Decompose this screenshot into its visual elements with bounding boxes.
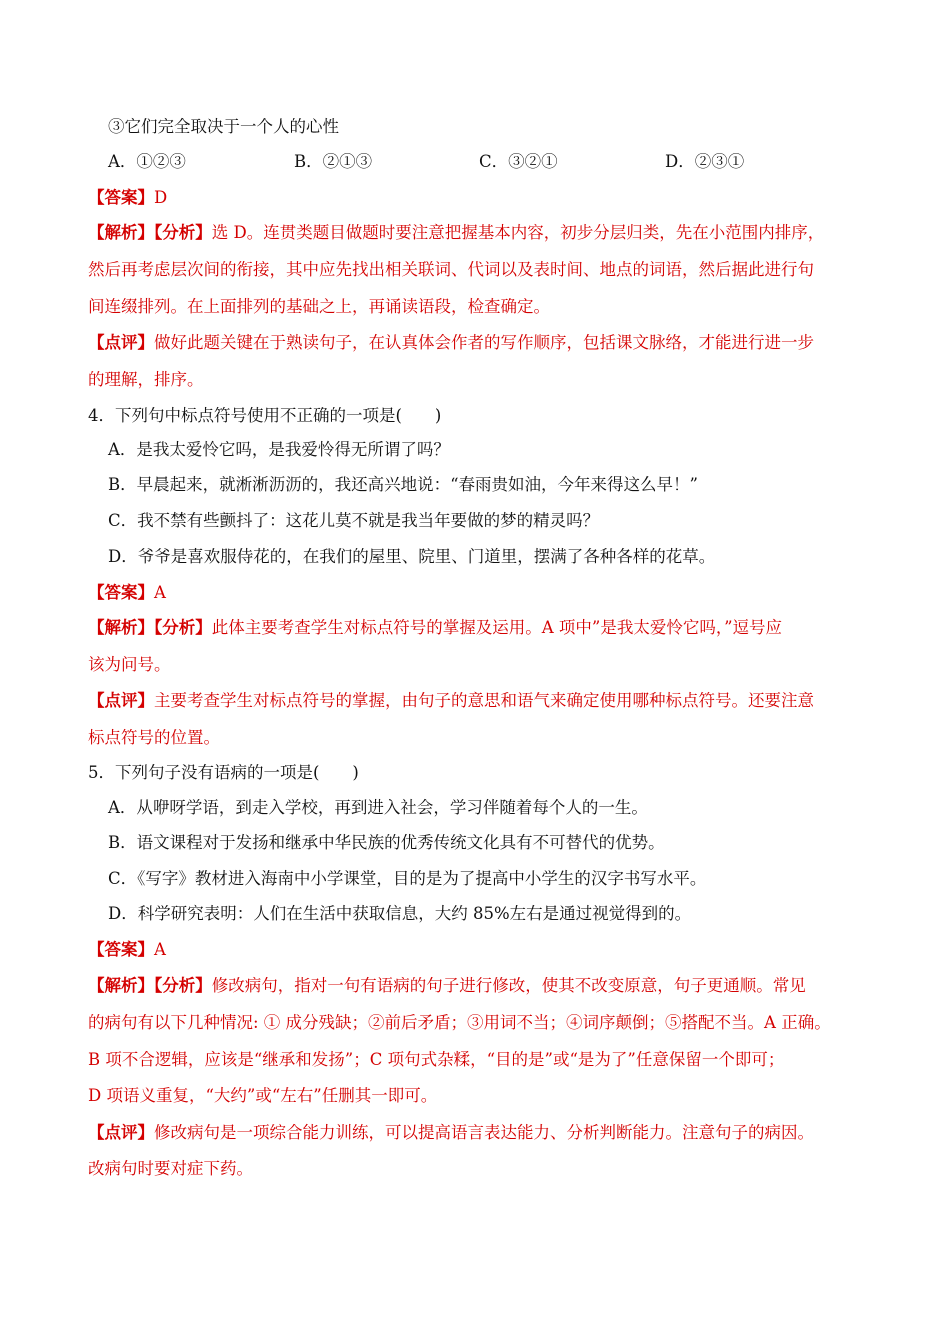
analysis-text: 修改病句，指对一句有语病的句子进行修改，使其不改变原意，句子更通顺。常见	[211, 976, 806, 995]
q5-analysis-line-2: 的病句有以下几种情况: ① 成分残缺；②前后矛盾；③用词不当；④词序颠倒；⑤搭配不当。A 正确。	[88, 1013, 831, 1032]
comment-tag: 【点评】	[88, 333, 154, 352]
analysis-text: 选 D。连贯类题目做题时要注意把握基本内容，初步分层归类，先在小范围内排序，	[211, 223, 825, 242]
comment-text: 修改病句是一项综合能力训练，可以提高语言表达能力、分析判断能力。注意句子的病因。	[154, 1123, 814, 1142]
q4-stem: 4．下列句中标点符号使用不正确的一项是( )	[88, 406, 442, 425]
answer-tag: 【答案】	[88, 188, 154, 207]
q4-option-b: B．早晨起来，就淅淅沥沥的，我还高兴地说：“春雨贵如油，今年来得这么早！”	[108, 475, 698, 494]
analysis-tag: 【解析】【分析】	[88, 223, 212, 242]
q4-analysis-line-2: 该为问号。	[88, 655, 171, 674]
q3-analysis-line-3: 间连缀排列。在上面排列的基础之上，再诵读语段，检查确定。	[88, 297, 550, 316]
q3-answer	[88, 187, 167, 209]
answer-tag: 【答案】	[88, 940, 154, 959]
q3-choice-b: B．②①③	[294, 152, 373, 171]
answer-value: A	[154, 940, 166, 959]
q5-comment-line-1	[88, 1122, 814, 1144]
q5-option-a: A．从咿呀学语，到走入学校，再到进入社会，学习伴随着每个人的一生。	[108, 798, 648, 817]
q5-analysis-line-3: B 项不合逻辑，应该是“继承和发扬”；C 项句式杂糅，“目的是”或“是为了”任意保留一个即可；	[88, 1050, 785, 1069]
analysis-text: 此体主要考查学生对标点符号的掌握及运用。A 项中”是我太爱怜它吗，”逗号应	[211, 618, 783, 637]
comment-text: 做好此题关键在于熟读句子，在认真体会作者的写作顺序，包括课文脉络，才能进行进一步	[154, 333, 814, 352]
comment-tag: 【点评】	[88, 691, 154, 710]
q4-option-a: A．是我太爱怜它吗，是我爱怜得无所谓了吗？	[108, 440, 450, 459]
q3-comment-line-2: 的理解，排序。	[88, 370, 204, 389]
q3-choice-a: A．①②③	[108, 152, 186, 171]
q3-analysis-line-2: 然后再考虑层次间的衔接，其中应先找出相关联词、代词以及表时间、地点的词语，然后据此进行句	[88, 260, 814, 279]
q4-analysis-line-1	[88, 617, 782, 639]
analysis-tag: 【解析】【分析】	[88, 618, 212, 637]
q3-comment-line-1	[88, 332, 814, 354]
analysis-tag: 【解析】【分析】	[88, 976, 212, 995]
q4-option-d: D．爷爷是喜欢服侍花的，在我们的屋里、院里、门道里，摆满了各种各样的花草。	[108, 547, 716, 566]
q3-option-3: ③它们完全取决于一个人的心性	[108, 117, 339, 136]
q4-comment-line-1	[88, 690, 814, 712]
q5-stem: 5．下列句子没有语病的一项是( )	[88, 763, 359, 782]
q5-option-d: D．科学研究表明：人们在生活中获取信息，大约 85%左右是通过视觉得到的。	[108, 904, 692, 923]
q5-option-b: B．语文课程对于发扬和继承中华民族的优秀传统文化具有不可替代的优势。	[108, 833, 665, 852]
comment-text: 主要考查学生对标点符号的掌握，由句子的意思和语气来确定使用哪种标点符号。还要注意	[154, 691, 814, 710]
answer-tag: 【答案】	[88, 583, 154, 602]
q3-analysis-line-1	[88, 222, 824, 244]
q4-answer	[88, 582, 166, 604]
answer-value: D	[154, 188, 168, 207]
q5-analysis-line-4: D 项语义重复，“大约”或“左右”任删其一即可。	[88, 1086, 438, 1105]
comment-tag: 【点评】	[88, 1123, 154, 1142]
q3-choice-c: C．③②①	[479, 152, 558, 171]
answer-value: A	[154, 583, 166, 602]
q5-option-c: C．《写字》教材进入海南中小学课堂，目的是为了提高中小学生的汉字书写水平。	[108, 869, 707, 888]
q5-answer	[88, 939, 166, 961]
q4-comment-line-2: 标点符号的位置。	[88, 728, 220, 747]
q3-choice-d: D．②③①	[665, 152, 745, 171]
q4-option-c: C．我不禁有些颤抖了：这花儿莫不就是我当年要做的梦的精灵吗？	[108, 511, 600, 530]
q5-comment-line-2: 改病句时要对症下药。	[88, 1159, 253, 1178]
q5-analysis-line-1	[88, 975, 806, 997]
